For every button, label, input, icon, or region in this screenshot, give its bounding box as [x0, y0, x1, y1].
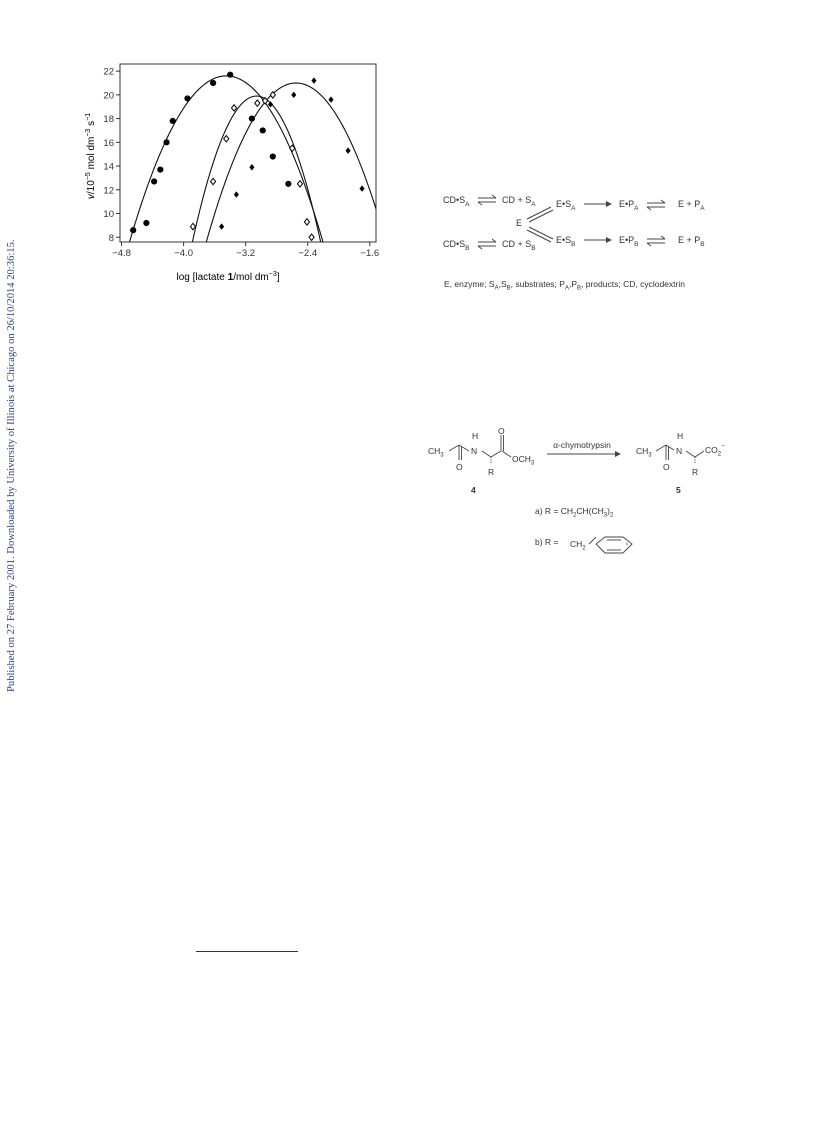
x-axis-label — [176, 271, 279, 283]
e-pb-sub: B — [634, 241, 639, 248]
e-pb-text: E•P — [619, 235, 635, 245]
option-a-sub3: 2 — [609, 512, 614, 519]
data-points — [130, 72, 365, 241]
e-sb-sub: B — [571, 241, 576, 248]
compound-5-h: H — [677, 431, 684, 441]
e-sa-text: E•S — [556, 199, 572, 209]
point-filled-circle — [270, 153, 276, 159]
compound-5-o-bottom: O — [663, 462, 670, 472]
cd-sa-complex — [443, 195, 470, 208]
e-pa-complex — [619, 199, 639, 212]
cd-plus-sb-text: CD + S — [502, 239, 532, 249]
branch-arrows — [527, 207, 553, 242]
compound-4-och3 — [512, 454, 535, 467]
compound-4-o-bottom: O — [456, 462, 463, 472]
y-axis-label-exp3: −1 — [85, 112, 92, 121]
benzyl-ch2-sub: 2 — [582, 545, 586, 552]
x-axis-label-bold: 1 — [227, 272, 234, 283]
cd-sa-sub: A — [465, 201, 470, 208]
y-axis-label — [85, 113, 97, 199]
equilibrium-arrow-2 — [647, 200, 665, 210]
e-plus-pa — [678, 199, 705, 212]
y-tick-label: 18 — [103, 114, 114, 126]
option-a-sub1: 2 — [573, 512, 577, 519]
x-axis-label-exp: −3 — [268, 271, 277, 278]
cd-plus-sa-sub: A — [531, 201, 536, 208]
point-open-diamond — [297, 181, 302, 187]
legend-part-3: , substrates; P — [510, 279, 565, 289]
x-axis-label-close: ] — [276, 272, 280, 283]
compound-5-co2-text: CO — [705, 445, 718, 455]
point-open-diamond — [211, 178, 216, 184]
y-axis-label-end: s — [86, 120, 97, 129]
legend-part-2: ,S — [498, 279, 507, 289]
compound-5-co2 — [705, 444, 725, 458]
competition-scheme — [436, 186, 736, 296]
equilibrium-arrow-1 — [478, 195, 496, 205]
y-tick-label: 14 — [103, 161, 114, 173]
point-open-diamond — [309, 234, 314, 240]
e-plus-pa-text: E + P — [678, 199, 701, 209]
compound-5-label: 5 — [676, 485, 681, 495]
compound-4-n: N — [471, 446, 478, 456]
y-tick-label: 10 — [103, 209, 114, 221]
plot-border — [120, 64, 376, 242]
legend-sub-1: A — [494, 285, 499, 292]
compound-5-structure — [636, 431, 725, 495]
point-filled-diamond — [268, 101, 273, 107]
option-a-prefix: a) R = CH — [535, 506, 574, 516]
equilibrium-arrow-3 — [478, 239, 496, 249]
compound-4-ch3 — [428, 446, 444, 459]
y-tick-label: 22 — [103, 66, 114, 78]
legend-part-4: ,P — [568, 279, 578, 289]
cd-sb-complex — [443, 239, 470, 252]
point-filled-diamond — [311, 77, 316, 83]
rate-vs-lactate-chart — [80, 58, 385, 284]
cd-sb-text: CD•S — [443, 239, 466, 249]
compound-4-r: R — [488, 467, 495, 477]
point-filled-diamond — [249, 164, 254, 170]
x-ticks — [112, 242, 379, 259]
point-filled-circle — [227, 72, 233, 78]
e-pb-complex — [619, 235, 639, 248]
publication-note[interactable]: Published on 27 February 2001. Downloaded by University of Illinois at Chicago on 26/10/2014 20:36:15. — [6, 239, 17, 692]
option-a-mid: CH(CH — [576, 506, 604, 516]
point-filled-circle — [151, 178, 157, 184]
x-tick-label: −3.2 — [236, 248, 256, 259]
compound-5-ch3-text: CH — [636, 446, 649, 456]
e-plus-pa-sub: A — [700, 205, 705, 212]
point-filled-diamond — [346, 147, 351, 153]
cd-plus-sb-sub: B — [531, 245, 536, 252]
enzyme-label: α-chymotrypsin — [553, 440, 611, 450]
y-tick-label: 16 — [103, 137, 114, 149]
footnote-rule — [196, 951, 298, 952]
legend-part-1: E, enzyme; S — [444, 279, 495, 289]
compound-4-o-top: O — [498, 426, 505, 436]
compound-4-label: 4 — [471, 485, 476, 495]
cd-sa-text: CD•S — [443, 195, 466, 205]
point-filled-diamond — [359, 185, 364, 191]
point-filled-circle — [285, 181, 291, 187]
legend-sub-4: B — [577, 285, 582, 292]
x-axis-label-prefix: log [lactate — [176, 272, 228, 283]
y-tick-label: 12 — [103, 185, 114, 197]
y-tick-label: 8 — [108, 232, 114, 244]
point-filled-circle — [157, 167, 163, 173]
cd-plus-sa-text: CD + S — [502, 195, 532, 205]
compound-5-n: N — [676, 446, 683, 456]
fit-curve-2 — [192, 96, 320, 242]
benzyl-ch2-text: CH — [570, 539, 583, 549]
y-tick-label: 20 — [103, 90, 114, 102]
compound-4-h: H — [472, 431, 479, 441]
cd-plus-sa — [502, 195, 536, 208]
compound-4-och3-sub: 3 — [530, 460, 535, 467]
point-filled-diamond — [219, 223, 224, 229]
y-axis-label-mid: mol dm — [86, 136, 97, 173]
point-filled-circle — [249, 115, 255, 121]
e-sb-complex — [556, 235, 576, 248]
option-a-sub2: 3 — [603, 512, 608, 519]
x-tick-label: −2.4 — [298, 248, 318, 259]
y-axis-label-exp1: −5 — [85, 172, 92, 181]
legend-sub-2: B — [506, 285, 511, 292]
compound-5-ch3-sub: 3 — [648, 452, 652, 459]
point-filled-circle — [210, 80, 216, 86]
scheme-legend — [444, 279, 685, 292]
y-axis-label-unit: /10 — [86, 180, 97, 195]
point-open-diamond — [224, 136, 229, 142]
option-b: b) R = — [535, 537, 559, 547]
cd-sb-sub: B — [465, 245, 470, 252]
compound-4-och3-text: OCH — [512, 454, 531, 464]
e-sb-text: E•S — [556, 235, 572, 245]
cd-plus-sb — [502, 239, 536, 252]
point-filled-circle — [184, 95, 190, 101]
legend-sub-3: A — [564, 285, 569, 292]
benzyl-ch2 — [570, 539, 586, 552]
e-sa-complex — [556, 199, 576, 212]
plot-frame — [120, 64, 376, 242]
option-a-mid2: ) — [607, 506, 610, 516]
point-open-diamond — [190, 223, 195, 229]
compound-4-structure — [428, 426, 535, 495]
compound-4-ch3-sub: 3 — [440, 452, 444, 459]
point-filled-circle — [163, 139, 169, 145]
point-filled-diamond — [328, 96, 333, 102]
y-axis-label-var: v — [86, 194, 97, 200]
point-open-diamond — [231, 105, 236, 111]
point-open-diamond — [304, 219, 309, 225]
e-plus-pb-text: E + P — [678, 235, 701, 245]
e-plus-pb — [678, 235, 705, 248]
y-axis-label-exp2: −3 — [85, 128, 92, 137]
compound-5-co2-sub: 2 — [717, 451, 722, 458]
chymotrypsin-reaction — [424, 420, 744, 565]
e-pa-sub: A — [634, 205, 639, 212]
x-tick-label: −4.0 — [174, 248, 193, 259]
legend-part-5: , products; CD, cyclodextrin — [581, 279, 685, 289]
point-filled-diamond — [291, 92, 296, 98]
e-plus-pb-sub: B — [700, 241, 705, 248]
point-open-diamond — [263, 98, 268, 104]
x-axis-label-suffix: /mol dm — [233, 272, 269, 283]
y-ticks — [103, 67, 120, 244]
fit-curve-1 — [130, 76, 324, 242]
point-open-diamond — [255, 100, 260, 106]
e-sa-sub: A — [571, 205, 576, 212]
point-filled-diamond — [234, 191, 239, 197]
enzyme-e: E — [516, 218, 523, 228]
point-filled-circle — [143, 220, 149, 226]
compound-4-ch3-text: CH — [428, 446, 441, 456]
x-tick-label: −4.8 — [112, 248, 131, 259]
compound-5-ch3 — [636, 446, 652, 459]
point-filled-circle — [170, 118, 176, 124]
point-filled-circle — [130, 227, 136, 233]
point-filled-circle — [260, 127, 266, 133]
compound-5-co2-charge: − — [721, 443, 725, 450]
x-tick-label: −1.6 — [360, 248, 380, 259]
equilibrium-arrow-4 — [647, 236, 665, 246]
e-pa-text: E•P — [619, 199, 635, 209]
compound-4-bonds — [449, 435, 511, 464]
benzene-ring-icon — [589, 537, 632, 553]
option-a — [535, 506, 614, 519]
compound-5-r: R — [692, 467, 699, 477]
